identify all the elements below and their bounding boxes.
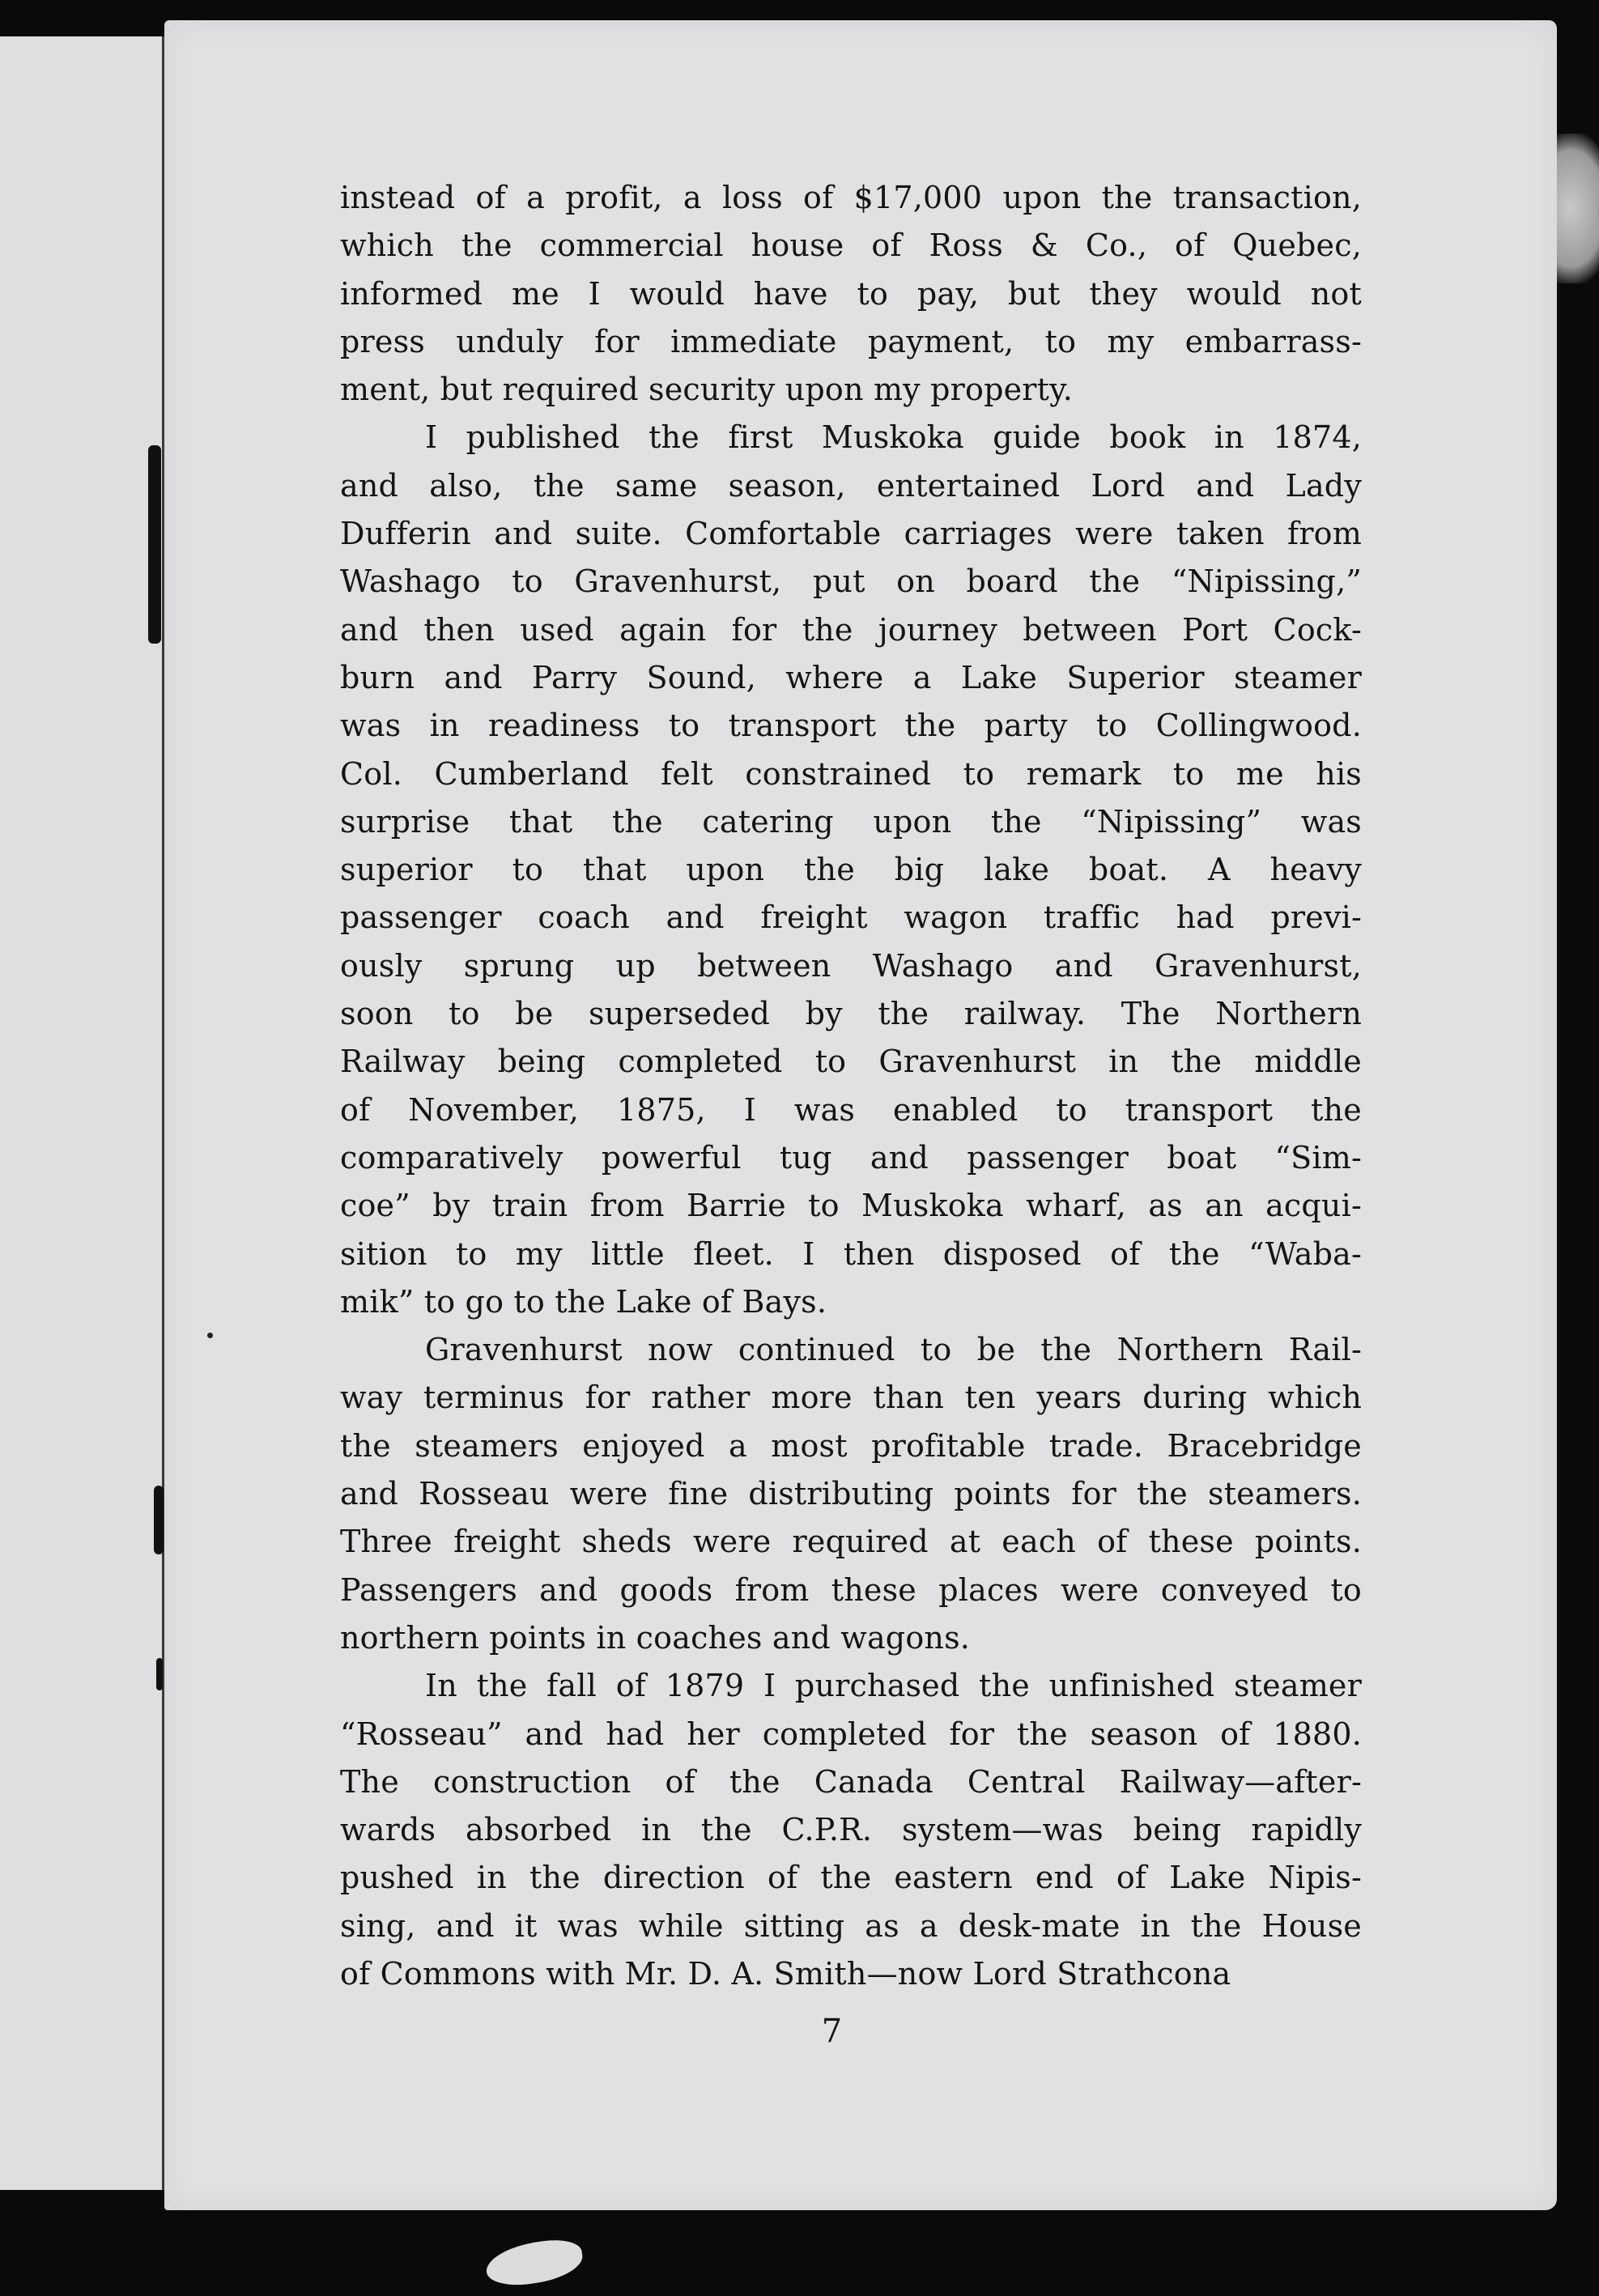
text-line: and then used again for the journey between Port Cock- — [340, 611, 1362, 648]
paragraph — [340, 1662, 1362, 1998]
text-line: press unduly for immediate payment, to my embarrass- — [340, 323, 1362, 359]
facing-page-edge — [0, 36, 164, 2190]
text-line: In the fall of 1879 I purchased the unfinished steamer — [425, 1668, 1362, 1704]
page-body-text — [340, 174, 1362, 1998]
text-line: burn and Parry Sound, where a Lake Superior steamer — [340, 659, 1362, 695]
text-line: Three freight sheds were required at each of these points. — [340, 1524, 1362, 1560]
text-line: Gravenhurst now continued to be the Northern Rail- — [425, 1332, 1362, 1368]
text-line: way terminus for rather more than ten years during which — [340, 1380, 1362, 1416]
text-line: Railway being completed to Gravenhurst in the middle — [340, 1044, 1362, 1080]
binding-mark — [156, 1658, 163, 1690]
text-line: superior to that upon the big lake boat. A heavy — [340, 852, 1362, 888]
text-line: pushed in the direction of the eastern end of Lake Nipis- — [340, 1860, 1362, 1896]
text-line: of November, 1875, I was enabled to transport the — [340, 1091, 1362, 1128]
text-line: “Rosseau” and had her completed for the season of 1880. — [340, 1716, 1362, 1752]
text-line: passenger coach and freight wagon traffic had previ- — [340, 899, 1362, 936]
text-line: sing, and it was while sitting as a desk-mate in the House — [340, 1907, 1362, 1944]
paragraph — [340, 1326, 1362, 1662]
binding-mark — [148, 445, 161, 644]
text-line: the steamers enjoyed a most profitable trade. Bracebridge — [340, 1427, 1362, 1464]
text-line: which the commercial house of Ross & Co., of Quebec, — [340, 227, 1362, 264]
text-line: soon to be superseded by the railway. The Northern — [340, 996, 1362, 1032]
text-line: and Rosseau were fine distributing points for the steamers. — [340, 1476, 1362, 1512]
text-line: The construction of the Canada Central Railway—after- — [340, 1763, 1362, 1800]
text-line: mik” to go to the Lake of Bays. — [340, 1283, 827, 1320]
text-line: and also, the same season, entertained Lord and Lady — [340, 467, 1362, 504]
text-line: was in readiness to transport the party to Collingwood. — [340, 708, 1362, 744]
ink-speck — [207, 1333, 213, 1338]
text-line: informed me I would have to pay, but they would not — [340, 275, 1362, 312]
text-line: ously sprung up between Washago and Gravenhurst, — [340, 947, 1362, 984]
text-line: coe” by train from Barrie to Muskoka wharf, as an acqui- — [340, 1188, 1362, 1224]
scan-artifact — [483, 2236, 585, 2290]
text-line: sition to my little fleet. I then disposed of the “Waba- — [340, 1235, 1362, 1272]
text-line: instead of a profit, a loss of $17,000 upon the transaction, — [340, 180, 1362, 215]
text-line: Col. Cumberland felt constrained to remark to me his — [340, 755, 1362, 792]
text-line: Washago to Gravenhurst, put on board the “Nipissing,” — [340, 563, 1362, 600]
text-line: of Commons with Mr. D. A. Smith—now Lord Strathcona — [340, 1955, 1231, 1992]
text-line: surprise that the catering upon the “Nipissing” was — [340, 803, 1362, 840]
page-number: 7 — [821, 2013, 843, 2050]
text-line: ment, but required security upon my property. — [340, 372, 1074, 408]
text-line: comparatively powerful tug and passenger boat “Sim- — [340, 1139, 1362, 1176]
text-line: Dufferin and suite. Comfortable carriages were taken from — [340, 516, 1362, 552]
binding-mark — [154, 1486, 164, 1554]
paragraph — [340, 414, 1362, 1326]
text-line: Passengers and goods from these places were conveyed to — [340, 1571, 1362, 1608]
paragraph — [340, 174, 1362, 414]
text-line: wards absorbed in the C.P.R. system—was being rapidly — [340, 1812, 1362, 1848]
text-line: northern points in coaches and wagons. — [340, 1619, 971, 1656]
text-line: I published the first Muskoka guide book in 1874, — [425, 419, 1362, 456]
